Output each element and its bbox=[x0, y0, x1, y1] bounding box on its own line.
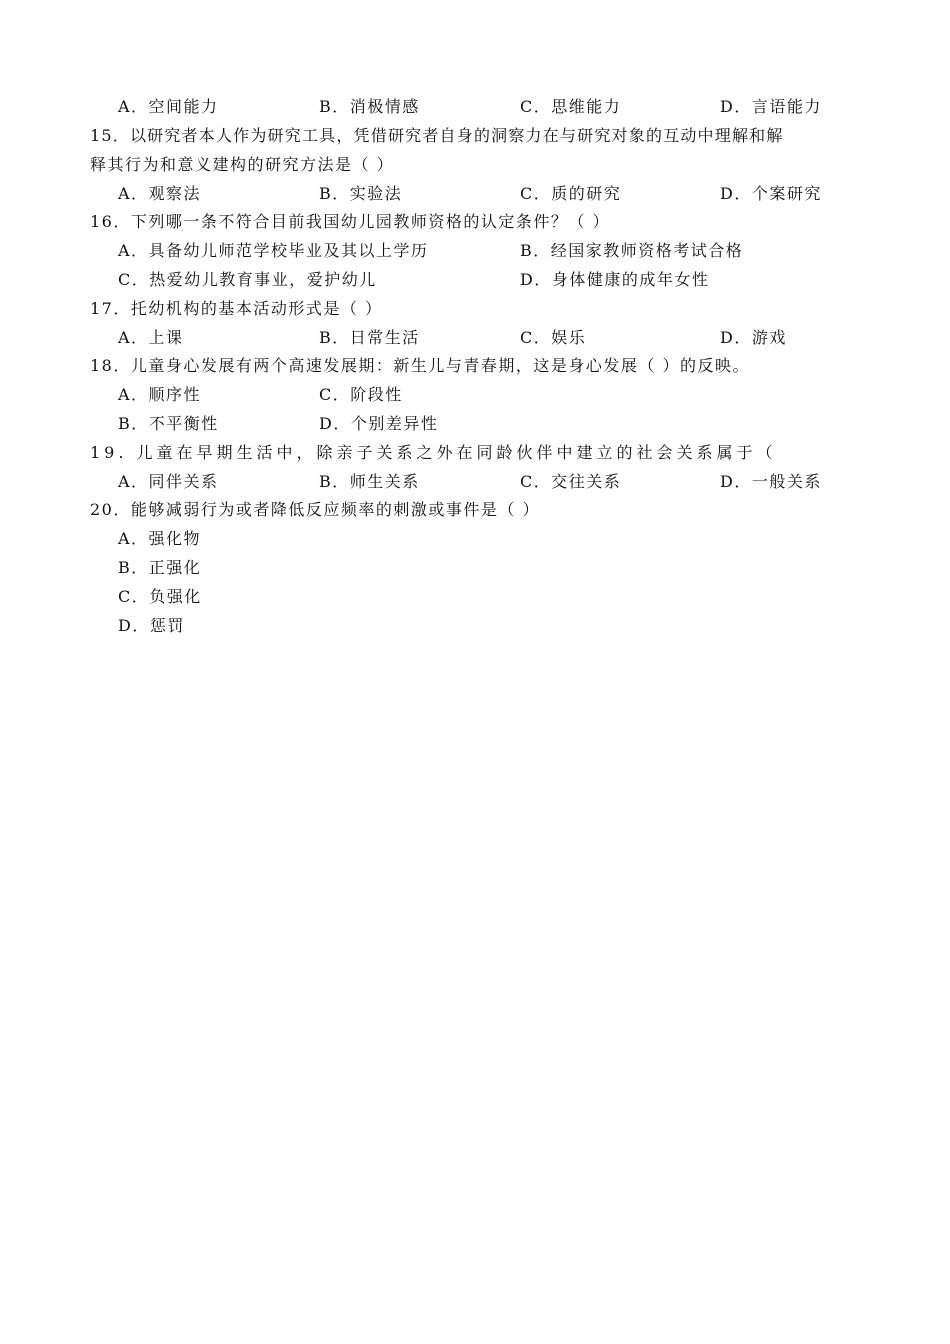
q15-option-a: A．观察法 bbox=[118, 184, 202, 203]
q16-option-d: D．身体健康的成年女性 bbox=[520, 270, 710, 289]
q18-option-b: B．不平衡性 bbox=[118, 414, 219, 433]
q19-option-a: A．同伴关系 bbox=[118, 472, 219, 491]
q18-stem: 18．儿童身心发展有两个高速发展期：新生儿与青春期，这是身心发展（ ）的反映。 bbox=[90, 356, 750, 375]
q17-option-b: B．日常生活 bbox=[319, 328, 420, 347]
q18-option-d: D．个别差异性 bbox=[319, 414, 439, 433]
q17-option-c: C．娱乐 bbox=[520, 328, 587, 347]
q15-stem-line-1: 15．以研究者本人作为研究工具，凭借研究者自身的洞察力在与研究对象的互动中理解和解 bbox=[90, 126, 784, 145]
q19-stem: 19. 儿童在早期生活中，除亲子关系之外在同龄伙伴中建立的社会关系属于（ bbox=[90, 443, 777, 462]
q16-option-b: B．经国家教师资格考试合格 bbox=[520, 241, 744, 260]
q17-option-d: D．游戏 bbox=[720, 328, 787, 347]
q15-option-d: D．个案研究 bbox=[720, 184, 822, 203]
q17-stem: 17．托幼机构的基本活动形式是（ ） bbox=[90, 299, 383, 318]
q18-option-a: A．顺序性 bbox=[118, 385, 202, 404]
q20-option-b: B．正强化 bbox=[118, 558, 202, 577]
q15-option-b: B．实验法 bbox=[319, 184, 403, 203]
q17-option-a: A．上课 bbox=[118, 328, 184, 347]
q19-option-d: D．一般关系 bbox=[720, 472, 822, 491]
q14-option-d: D．言语能力 bbox=[720, 97, 822, 116]
q15-stem-line-2: 释其行为和意义建构的研究方法是（ ） bbox=[90, 155, 395, 174]
q16-option-c: C．热爱幼儿教育事业，爱护幼儿 bbox=[118, 270, 377, 289]
q20-option-c: C．负强化 bbox=[118, 587, 202, 606]
q14-option-a: A．空间能力 bbox=[118, 97, 219, 116]
q20-option-d: D．惩罚 bbox=[118, 616, 185, 635]
q19-option-c: C．交往关系 bbox=[520, 472, 622, 491]
q20-option-a: A．强化物 bbox=[118, 529, 202, 548]
q16-stem: 16．下列哪一条不符合目前我国幼儿园教师资格的认定条件？（ ） bbox=[90, 212, 610, 231]
q20-stem: 20．能够减弱行为或者降低反应频率的刺激或事件是（ ） bbox=[90, 500, 540, 519]
q19-option-b: B．师生关系 bbox=[319, 472, 420, 491]
q14-option-c: C．思维能力 bbox=[520, 97, 622, 116]
q16-option-a: A．具备幼儿师范学校毕业及其以上学历 bbox=[118, 241, 429, 260]
q15-option-c: C．质的研究 bbox=[520, 184, 622, 203]
q18-option-c: C．阶段性 bbox=[319, 385, 403, 404]
q14-option-b: B．消极情感 bbox=[319, 97, 420, 116]
